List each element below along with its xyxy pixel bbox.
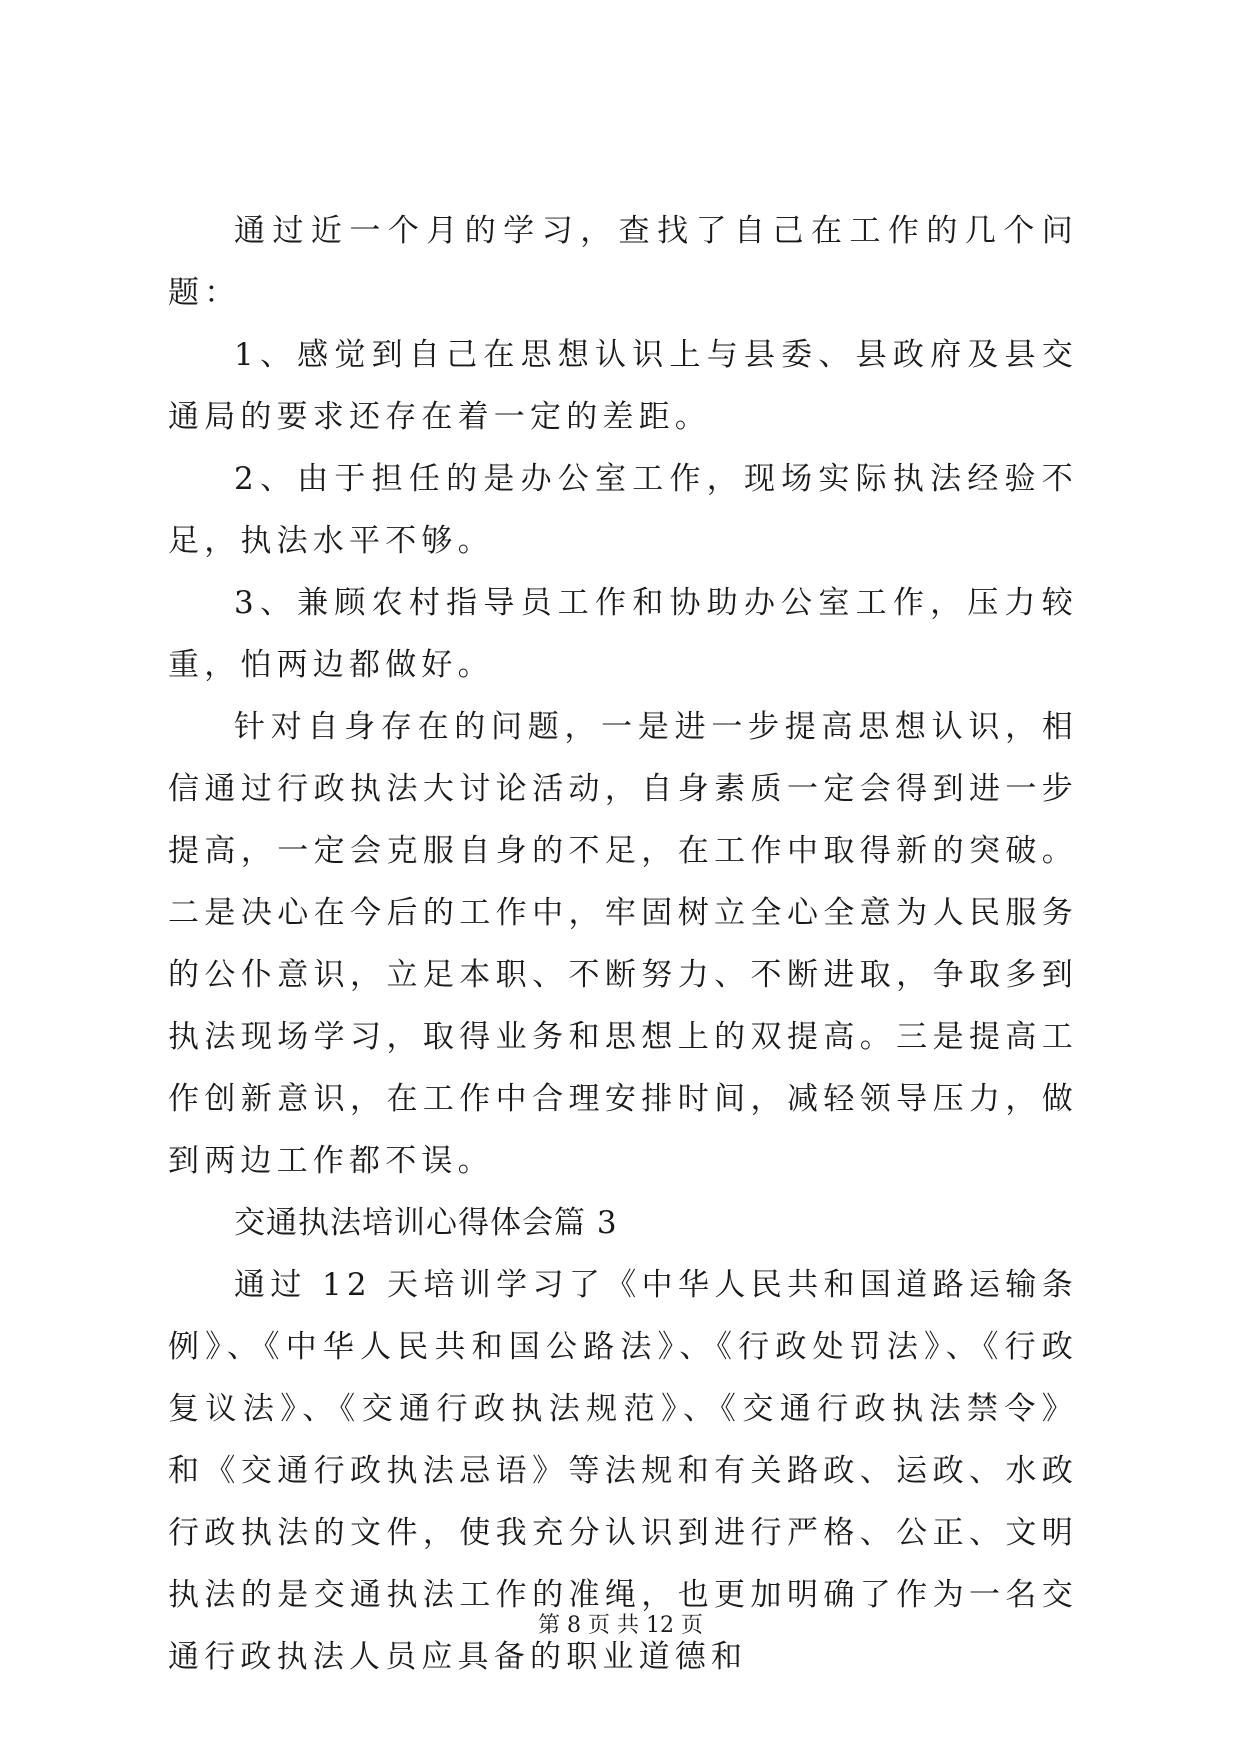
paragraph-item-2: 2、由于担任的是办公室工作，现场实际执法经验不足，执法水平不够。 <box>168 461 1078 559</box>
page-number-footer: 第 8 页 共 12 页 <box>538 1613 703 1638</box>
document-body <box>168 200 1078 1688</box>
paragraph-training: 通过 12 天培训学习了《中华人民共和国道路运输条例》、《中华人民共和国公路法》、《行政处罚法》、《行政复议法》、《交通行政执法规范》、《交通行政执法禁令》和《交通行政执法忌语》等法规和有关路政、运政、水政行政执法的文件，使我充分认识到进行严格、公正、文明执法的是交通执法工作的准绳，也更加明确了作为一名交通行政执法人员应具备的职业道德和 <box>168 1267 1078 1675</box>
section-heading: 交通执法培训心得体会篇 3 <box>234 1205 618 1241</box>
paragraph-item-3: 3、兼顾农村指导员工作和协助办公室工作，压力较重，怕两边都做好。 <box>168 585 1078 683</box>
paragraph-item-1: 1、感觉到自己在思想认识上与县委、县政府及县交通局的要求还存在着一定的差距。 <box>168 337 1078 435</box>
paragraph-measures: 针对自身存在的问题，一是进一步提高思想认识，相信通过行政执法大讨论活动，自身素质一定会得到进一步提高，一定会克服自身的不足，在工作中取得新的突破。二是决心在今后的工作中，牢固树立全心全意为人民服务的公仆意识，立足本职、不断努力、不断进取，争取多到执法现场学习，取得业务和思想上的双提高。三是提高工作创新意识，在工作中合理安排时间，减轻领导压力，做到两边工作都不误。 <box>168 709 1078 1179</box>
paragraph-intro: 通过近一个月的学习，查找了自己在工作的几个问题： <box>168 213 1078 311</box>
